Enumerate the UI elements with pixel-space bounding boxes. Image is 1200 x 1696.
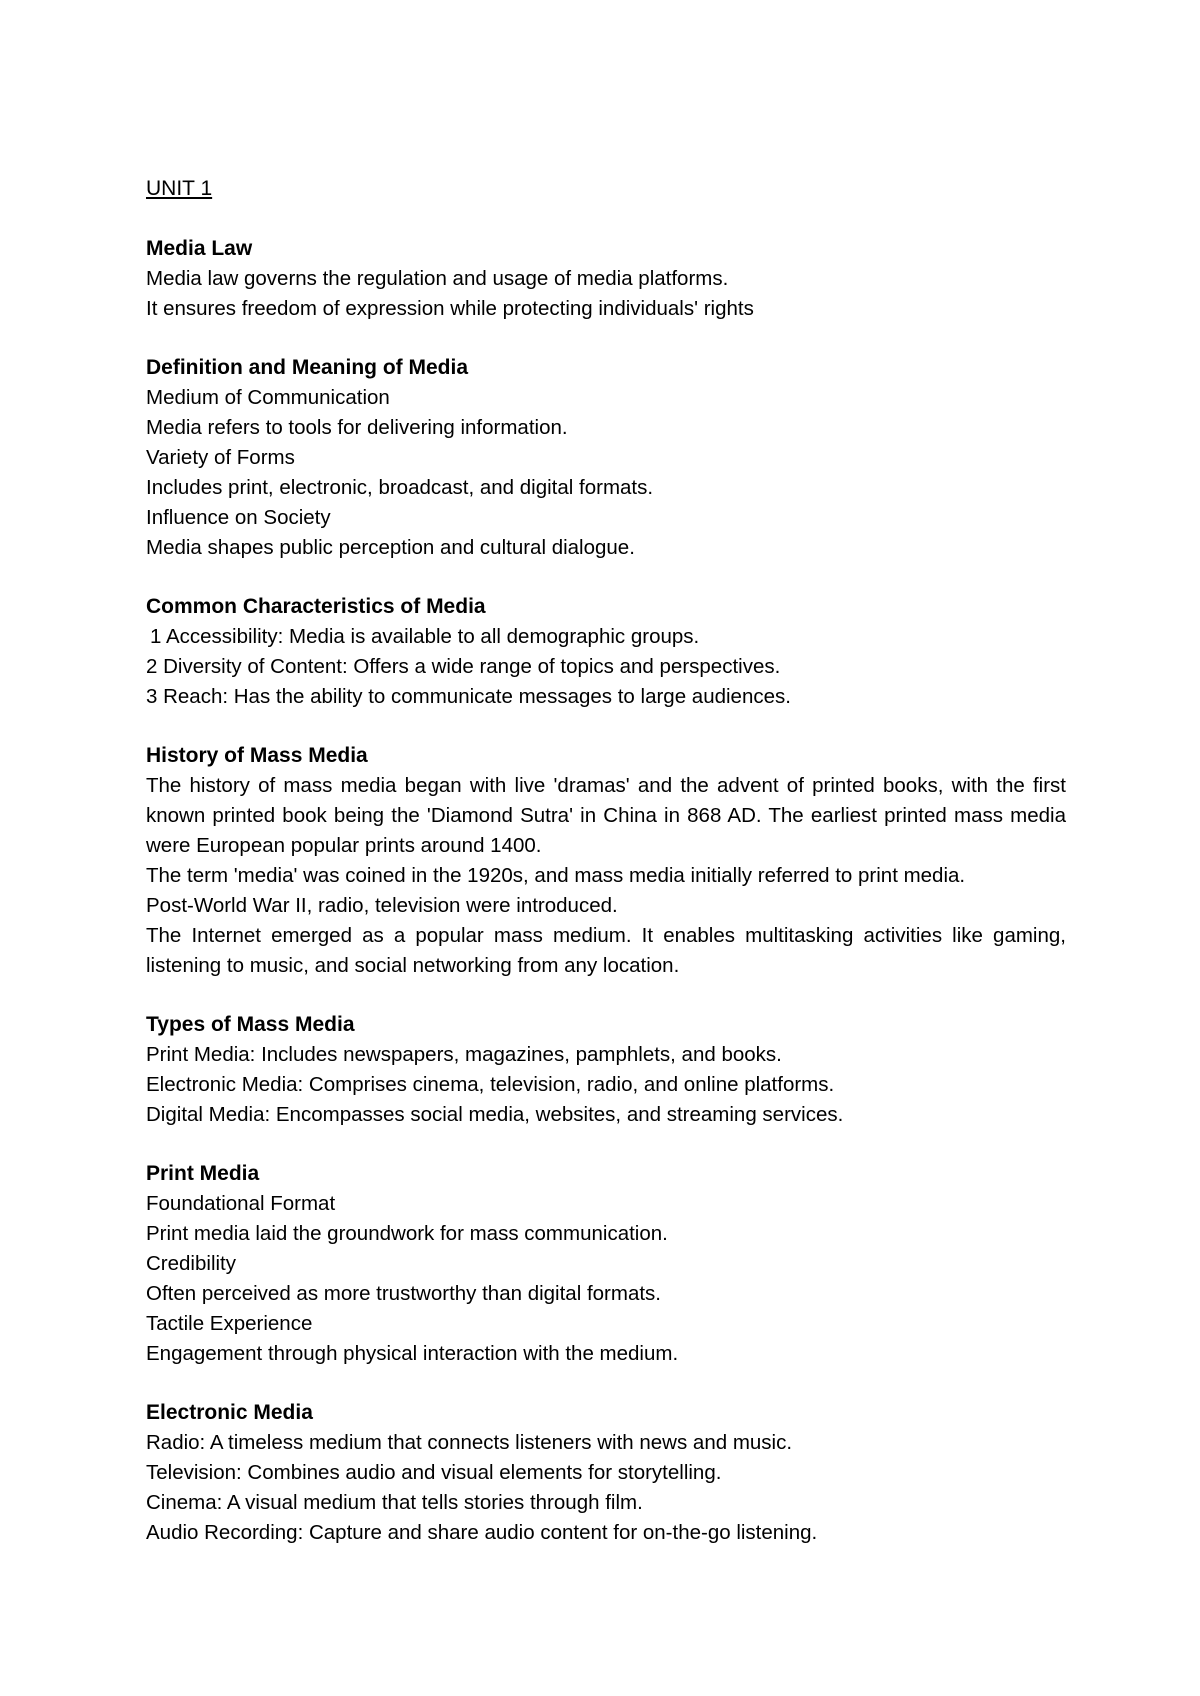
section-heading: Media Law <box>146 237 253 260</box>
section-definition <box>146 353 1066 563</box>
section-heading: Types of Mass Media <box>146 1013 355 1036</box>
body-line: Media law governs the regulation and usage of media platforms. <box>146 267 729 290</box>
body-line: Media refers to tools for delivering information. <box>146 416 568 439</box>
body-line: Digital Media: Encompasses social media, websites, and streaming services. <box>146 1103 844 1126</box>
body-paragraph: The term 'media' was coined in the 1920s, and mass media initially referred to print media. <box>146 864 966 887</box>
section-electronic-media <box>146 1398 1066 1548</box>
section-media-law <box>146 234 1066 324</box>
list-item: 1 Accessibility: Media is available to all demographic groups. <box>150 625 700 648</box>
section-heading: Definition and Meaning of Media <box>146 356 468 379</box>
section-types <box>146 1010 1066 1130</box>
body-line: Credibility <box>146 1252 236 1275</box>
body-line: Media shapes public perception and cultural dialogue. <box>146 536 635 559</box>
document-page <box>146 174 1066 1577</box>
body-line: Includes print, electronic, broadcast, and digital formats. <box>146 476 654 499</box>
section-heading: Common Characteristics of Media <box>146 595 486 618</box>
body-line: Print media laid the groundwork for mass communication. <box>146 1222 668 1245</box>
section-heading: History of Mass Media <box>146 744 368 767</box>
body-line: Foundational Format <box>146 1192 336 1215</box>
section-characteristics <box>146 592 1066 712</box>
unit-title: UNIT 1 <box>146 177 213 200</box>
body-line: Electronic Media: Comprises cinema, television, radio, and online platforms. <box>146 1073 835 1096</box>
body-line: Influence on Society <box>146 506 331 529</box>
body-line: Audio Recording: Capture and share audio content for on-the-go listening. <box>146 1521 818 1544</box>
body-paragraph: Post-World War II, radio, television were introduced. <box>146 894 618 917</box>
list-item: 3 Reach: Has the ability to communicate messages to large audiences. <box>146 685 791 708</box>
list-item: 2 Diversity of Content: Offers a wide range of topics and perspectives. <box>146 655 781 678</box>
body-line: Tactile Experience <box>146 1312 313 1335</box>
body-line: Variety of Forms <box>146 446 295 469</box>
body-line: Radio: A timeless medium that connects listeners with news and music. <box>146 1431 793 1454</box>
section-print-media <box>146 1159 1066 1369</box>
body-line: Cinema: A visual medium that tells stories through film. <box>146 1491 643 1514</box>
body-paragraph: The history of mass media began with live 'dramas' and the advent of printed books, with the first known printed book being the 'Diamond Sutra' in China in 868 AD. The earliest printed mass media were European popular prints around 1400. <box>146 774 1066 857</box>
body-paragraph: The Internet emerged as a popular mass medium. It enables multitasking activities like gaming, listening to music, and social networking from any location. <box>146 924 1066 977</box>
body-line: Television: Combines audio and visual elements for storytelling. <box>146 1461 722 1484</box>
body-line: Engagement through physical interaction with the medium. <box>146 1342 679 1365</box>
body-line: Medium of Communication <box>146 386 390 409</box>
section-heading: Electronic Media <box>146 1401 313 1424</box>
body-line: Print Media: Includes newspapers, magazines, pamphlets, and books. <box>146 1043 782 1066</box>
body-line: Often perceived as more trustworthy than digital formats. <box>146 1282 662 1305</box>
body-line: It ensures freedom of expression while protecting individuals' rights <box>146 297 754 320</box>
section-heading: Print Media <box>146 1162 260 1185</box>
section-history <box>146 741 1066 981</box>
